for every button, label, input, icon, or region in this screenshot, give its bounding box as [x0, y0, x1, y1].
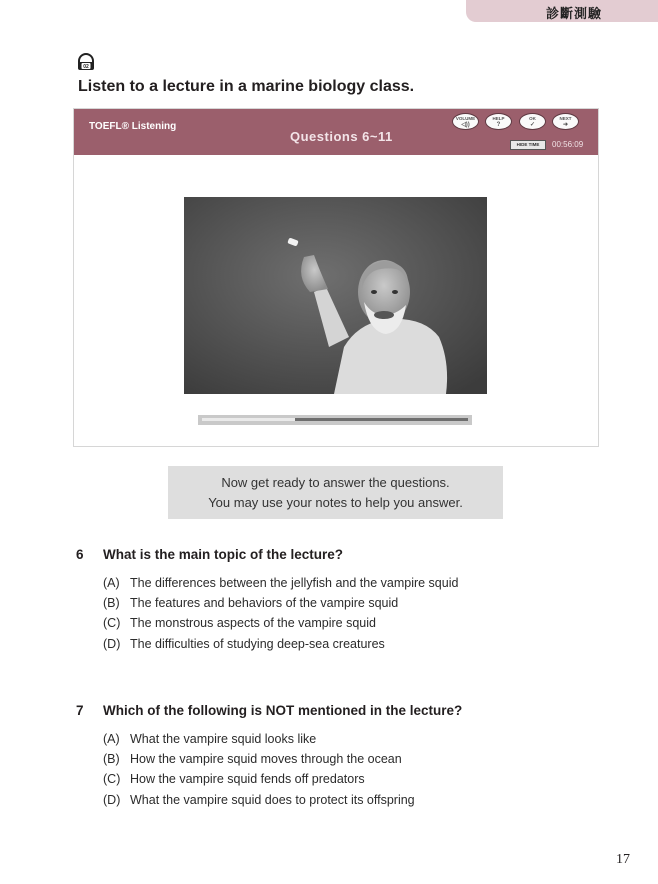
answer-option[interactable] [103, 576, 458, 590]
test-screen [73, 108, 599, 447]
option-letter: (B) [103, 596, 120, 610]
option-letter: (A) [103, 732, 120, 746]
volume-button[interactable] [452, 113, 479, 130]
answer-option[interactable] [103, 637, 385, 651]
section-tab-label: 診斷測驗 [545, 7, 602, 22]
question-text: What is the main topic of the lecture? [103, 547, 344, 562]
option-text: The features and behaviors of the vampire squid [130, 596, 399, 610]
checkmark-icon: ✓ [529, 122, 536, 128]
option-letter: (C) [103, 772, 121, 786]
option-letter: (B) [103, 752, 120, 766]
answer-option[interactable] [103, 793, 415, 807]
notice-line-2: You may use your notes to help you answer. [208, 495, 463, 510]
question-text: Which of the following is NOT mentioned in the lecture? [103, 703, 463, 718]
answer-option[interactable] [103, 732, 316, 746]
ok-button-label: OK [529, 116, 536, 121]
answer-option[interactable] [103, 772, 365, 786]
question-number: 7 [76, 703, 84, 718]
volume-icon: ◁)) [461, 122, 470, 128]
option-letter: (D) [103, 793, 121, 807]
timer: 00:56:09 [552, 140, 584, 149]
arrow-right-icon: ➜ [562, 122, 569, 128]
lecturer-photo [184, 197, 487, 394]
question-icon: ? [496, 122, 501, 128]
answer-option[interactable] [103, 616, 376, 630]
screen-title: Questions 6~11 [290, 129, 393, 144]
notice-line-1: Now get ready to answer the questions. [221, 475, 450, 490]
answer-option[interactable] [103, 596, 398, 610]
app-name: TOEFL® Listening [89, 121, 177, 132]
help-button-label: HELP [492, 116, 505, 121]
ok-button[interactable] [519, 113, 546, 130]
track-number: 02 [83, 64, 89, 70]
option-letter: (C) [103, 616, 121, 630]
notice-box [168, 466, 503, 519]
help-button[interactable] [485, 113, 512, 130]
hide-time-button[interactable]: HIDE TIME [510, 140, 546, 150]
option-text: The difficulties of studying deep-sea creatures [130, 637, 385, 651]
volume-button-label: VOLUME [455, 116, 476, 121]
question-number: 6 [76, 547, 84, 562]
next-button-label: NEXT [559, 116, 572, 121]
next-button[interactable] [552, 113, 579, 130]
option-text: The monstrous aspects of the vampire squid [130, 616, 376, 630]
headphones-icon [76, 52, 96, 70]
option-text: How the vampire squid moves through the ocean [130, 752, 402, 766]
option-text: The differences between the jellyfish and the vampire squid [130, 576, 459, 590]
option-text: How the vampire squid fends off predators [130, 772, 365, 786]
screen-toolbar [74, 109, 598, 155]
option-letter: (D) [103, 637, 121, 651]
option-text: What the vampire squid does to protect its offspring [130, 793, 415, 807]
answer-option[interactable] [103, 752, 402, 766]
page-number: 17 [616, 852, 630, 867]
audio-progress-bar [198, 415, 472, 425]
option-text: What the vampire squid looks like [130, 732, 317, 746]
section-tab [466, 0, 658, 22]
instruction-heading: Listen to a lecture in a marine biology class. [78, 78, 415, 95]
audio-progress-played [202, 418, 295, 421]
audio-progress-remaining [295, 418, 468, 421]
option-letter: (A) [103, 576, 120, 590]
